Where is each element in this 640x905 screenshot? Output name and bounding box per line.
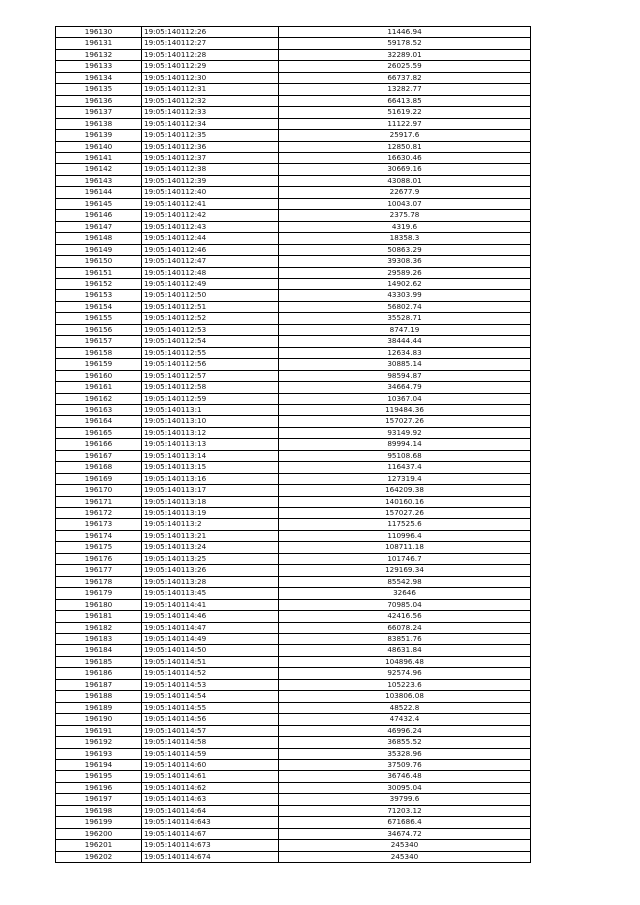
- id-cell: 196201: [56, 840, 142, 851]
- timestamp-cell: 19:05:140114:673: [142, 840, 279, 851]
- value-cell: 39799.6: [279, 794, 531, 805]
- timestamp-cell: 19:05:140112:27: [142, 38, 279, 49]
- value-cell: 37509.76: [279, 760, 531, 771]
- table-row: [56, 760, 531, 771]
- timestamp-cell: 19:05:140112:26: [142, 27, 279, 38]
- timestamp-cell: 19:05:140114:58: [142, 737, 279, 748]
- table-row: [56, 347, 531, 358]
- table-body: [56, 27, 531, 863]
- value-cell: 30095.04: [279, 782, 531, 793]
- table-row: [56, 794, 531, 805]
- table-row: [56, 840, 531, 851]
- id-cell: 196195: [56, 771, 142, 782]
- timestamp-cell: 19:05:140112:54: [142, 336, 279, 347]
- value-cell: 48631.84: [279, 645, 531, 656]
- value-cell: 51619.22: [279, 107, 531, 118]
- timestamp-cell: 19:05:140113:21: [142, 530, 279, 541]
- id-cell: 196194: [56, 760, 142, 771]
- value-cell: 48522.8: [279, 702, 531, 713]
- value-cell: 8747.19: [279, 324, 531, 335]
- timestamp-cell: 19:05:140114:55: [142, 702, 279, 713]
- timestamp-cell: 19:05:140112:36: [142, 141, 279, 152]
- timestamp-cell: 19:05:140114:57: [142, 725, 279, 736]
- id-cell: 196130: [56, 27, 142, 38]
- value-cell: 157027.26: [279, 416, 531, 427]
- table-row: [56, 393, 531, 404]
- table-row: [56, 256, 531, 267]
- value-cell: 30669.16: [279, 164, 531, 175]
- table-row: [56, 485, 531, 496]
- timestamp-cell: 19:05:140113:17: [142, 485, 279, 496]
- table-row: [56, 359, 531, 370]
- value-cell: 108711.18: [279, 542, 531, 553]
- table-row: [56, 576, 531, 587]
- timestamp-cell: 19:05:140112:50: [142, 290, 279, 301]
- id-cell: 196139: [56, 130, 142, 141]
- value-cell: 129169.34: [279, 565, 531, 576]
- timestamp-cell: 19:05:140112:47: [142, 256, 279, 267]
- table-row: [56, 439, 531, 450]
- id-cell: 196146: [56, 210, 142, 221]
- table-row: [56, 27, 531, 38]
- timestamp-cell: 19:05:140112:58: [142, 382, 279, 393]
- id-cell: 196153: [56, 290, 142, 301]
- table-row: [56, 404, 531, 415]
- timestamp-cell: 19:05:140112:30: [142, 72, 279, 83]
- timestamp-cell: 19:05:140112:33: [142, 107, 279, 118]
- value-cell: 71203.12: [279, 805, 531, 816]
- timestamp-cell: 19:05:140114:54: [142, 691, 279, 702]
- id-cell: 196181: [56, 611, 142, 622]
- table-row: [56, 611, 531, 622]
- table-row: [56, 61, 531, 72]
- id-cell: 196189: [56, 702, 142, 713]
- timestamp-cell: 19:05:140114:67: [142, 828, 279, 839]
- value-cell: 140160.16: [279, 496, 531, 507]
- timestamp-cell: 19:05:140114:53: [142, 679, 279, 690]
- timestamp-cell: 19:05:140112:48: [142, 267, 279, 278]
- table-row: [56, 782, 531, 793]
- id-cell: 196188: [56, 691, 142, 702]
- id-cell: 196150: [56, 256, 142, 267]
- value-cell: 14902.62: [279, 278, 531, 289]
- table-row: [56, 130, 531, 141]
- id-cell: 196177: [56, 565, 142, 576]
- table-row: [56, 817, 531, 828]
- id-cell: 196170: [56, 485, 142, 496]
- value-cell: 36746.48: [279, 771, 531, 782]
- id-cell: 196176: [56, 553, 142, 564]
- value-cell: 12850.81: [279, 141, 531, 152]
- id-cell: 196133: [56, 61, 142, 72]
- id-cell: 196147: [56, 221, 142, 232]
- timestamp-cell: 19:05:140112:44: [142, 233, 279, 244]
- timestamp-cell: 19:05:140114:47: [142, 622, 279, 633]
- timestamp-cell: 19:05:140114:52: [142, 668, 279, 679]
- value-cell: 95108.68: [279, 450, 531, 461]
- value-cell: 119484.36: [279, 404, 531, 415]
- id-cell: 196138: [56, 118, 142, 129]
- table-row: [56, 714, 531, 725]
- id-cell: 196199: [56, 817, 142, 828]
- table-row: [56, 175, 531, 186]
- timestamp-cell: 19:05:140112:34: [142, 118, 279, 129]
- table-row: [56, 72, 531, 83]
- value-cell: 89994.14: [279, 439, 531, 450]
- table-row: [56, 107, 531, 118]
- id-cell: 196192: [56, 737, 142, 748]
- table-row: [56, 336, 531, 347]
- id-cell: 196131: [56, 38, 142, 49]
- value-cell: 35528.71: [279, 313, 531, 324]
- timestamp-cell: 19:05:140114:46: [142, 611, 279, 622]
- timestamp-cell: 19:05:140112:41: [142, 198, 279, 209]
- id-cell: 196165: [56, 427, 142, 438]
- value-cell: 25917.6: [279, 130, 531, 141]
- table-row: [56, 233, 531, 244]
- id-cell: 196149: [56, 244, 142, 255]
- table-row: [56, 771, 531, 782]
- id-cell: 196191: [56, 725, 142, 736]
- id-cell: 196156: [56, 324, 142, 335]
- value-cell: 13282.77: [279, 84, 531, 95]
- timestamp-cell: 19:05:140114:49: [142, 634, 279, 645]
- id-cell: 196167: [56, 450, 142, 461]
- id-cell: 196134: [56, 72, 142, 83]
- id-cell: 196160: [56, 370, 142, 381]
- table-row: [56, 656, 531, 667]
- value-cell: 245340: [279, 840, 531, 851]
- value-cell: 47432.4: [279, 714, 531, 725]
- timestamp-cell: 19:05:140113:16: [142, 473, 279, 484]
- table-row: [56, 508, 531, 519]
- timestamp-cell: 19:05:140114:56: [142, 714, 279, 725]
- timestamp-cell: 19:05:140112:42: [142, 210, 279, 221]
- table-row: [56, 530, 531, 541]
- table-row: [56, 496, 531, 507]
- table-row: [56, 691, 531, 702]
- table-row: [56, 95, 531, 106]
- id-cell: 196185: [56, 656, 142, 667]
- table-row: [56, 267, 531, 278]
- id-cell: 196144: [56, 187, 142, 198]
- id-cell: 196166: [56, 439, 142, 450]
- id-cell: 196193: [56, 748, 142, 759]
- id-cell: 196183: [56, 634, 142, 645]
- timestamp-cell: 19:05:140113:15: [142, 462, 279, 473]
- value-cell: 85542.98: [279, 576, 531, 587]
- table-row: [56, 588, 531, 599]
- value-cell: 116437.4: [279, 462, 531, 473]
- value-cell: 671686.4: [279, 817, 531, 828]
- value-cell: 103806.08: [279, 691, 531, 702]
- value-cell: 34674.72: [279, 828, 531, 839]
- timestamp-cell: 19:05:140113:2: [142, 519, 279, 530]
- id-cell: 196200: [56, 828, 142, 839]
- value-cell: 59178.52: [279, 38, 531, 49]
- value-cell: 16630.46: [279, 152, 531, 163]
- table-row: [56, 416, 531, 427]
- value-cell: 30885.14: [279, 359, 531, 370]
- timestamp-cell: 19:05:140113:19: [142, 508, 279, 519]
- value-cell: 164209.38: [279, 485, 531, 496]
- id-cell: 196179: [56, 588, 142, 599]
- table-row: [56, 427, 531, 438]
- id-cell: 196132: [56, 49, 142, 60]
- table-row: [56, 737, 531, 748]
- id-cell: 196172: [56, 508, 142, 519]
- table-row: [56, 679, 531, 690]
- value-cell: 12634.83: [279, 347, 531, 358]
- table-row: [56, 634, 531, 645]
- id-cell: 196157: [56, 336, 142, 347]
- table-row: [56, 542, 531, 553]
- id-cell: 196168: [56, 462, 142, 473]
- id-cell: 196198: [56, 805, 142, 816]
- table-row: [56, 38, 531, 49]
- table-row: [56, 313, 531, 324]
- table-row: [56, 221, 531, 232]
- table-row: [56, 278, 531, 289]
- id-cell: 196174: [56, 530, 142, 541]
- value-cell: 38444.44: [279, 336, 531, 347]
- value-cell: 50863.29: [279, 244, 531, 255]
- value-cell: 4319.6: [279, 221, 531, 232]
- value-cell: 18358.3: [279, 233, 531, 244]
- id-cell: 196135: [56, 84, 142, 95]
- timestamp-cell: 19:05:140112:35: [142, 130, 279, 141]
- value-cell: 93149.92: [279, 427, 531, 438]
- table-row: [56, 141, 531, 152]
- timestamp-cell: 19:05:140113:26: [142, 565, 279, 576]
- timestamp-cell: 19:05:140112:39: [142, 175, 279, 186]
- table-row: [56, 668, 531, 679]
- table-row: [56, 382, 531, 393]
- data-table: [55, 26, 531, 863]
- value-cell: 127319.4: [279, 473, 531, 484]
- timestamp-cell: 19:05:140114:62: [142, 782, 279, 793]
- id-cell: 196136: [56, 95, 142, 106]
- timestamp-cell: 19:05:140114:64: [142, 805, 279, 816]
- value-cell: 117525.6: [279, 519, 531, 530]
- value-cell: 66413.85: [279, 95, 531, 106]
- value-cell: 56802.74: [279, 301, 531, 312]
- id-cell: 196141: [56, 152, 142, 163]
- timestamp-cell: 19:05:140112:56: [142, 359, 279, 370]
- id-cell: 196171: [56, 496, 142, 507]
- table-row: [56, 725, 531, 736]
- value-cell: 104896.48: [279, 656, 531, 667]
- timestamp-cell: 19:05:140112:38: [142, 164, 279, 175]
- timestamp-cell: 19:05:140112:55: [142, 347, 279, 358]
- value-cell: 157027.26: [279, 508, 531, 519]
- value-cell: 66737.82: [279, 72, 531, 83]
- value-cell: 101746.7: [279, 553, 531, 564]
- table-row: [56, 187, 531, 198]
- table-row: [56, 198, 531, 209]
- timestamp-cell: 19:05:140112:52: [142, 313, 279, 324]
- timestamp-cell: 19:05:140112:43: [142, 221, 279, 232]
- timestamp-cell: 19:05:140112:57: [142, 370, 279, 381]
- table-row: [56, 622, 531, 633]
- value-cell: 43303.99: [279, 290, 531, 301]
- id-cell: 196175: [56, 542, 142, 553]
- id-cell: 196162: [56, 393, 142, 404]
- value-cell: 32289.01: [279, 49, 531, 60]
- id-cell: 196145: [56, 198, 142, 209]
- value-cell: 29589.26: [279, 267, 531, 278]
- value-cell: 32646: [279, 588, 531, 599]
- id-cell: 196137: [56, 107, 142, 118]
- value-cell: 2375.78: [279, 210, 531, 221]
- timestamp-cell: 19:05:140113:10: [142, 416, 279, 427]
- timestamp-cell: 19:05:140112:51: [142, 301, 279, 312]
- timestamp-cell: 19:05:140113:28: [142, 576, 279, 587]
- timestamp-cell: 19:05:140113:25: [142, 553, 279, 564]
- id-cell: 196190: [56, 714, 142, 725]
- id-cell: 196196: [56, 782, 142, 793]
- id-cell: 196197: [56, 794, 142, 805]
- table-row: [56, 301, 531, 312]
- value-cell: 42416.56: [279, 611, 531, 622]
- table-row: [56, 748, 531, 759]
- timestamp-cell: 19:05:140112:31: [142, 84, 279, 95]
- table-row: [56, 324, 531, 335]
- timestamp-cell: 19:05:140114:643: [142, 817, 279, 828]
- value-cell: 36855.52: [279, 737, 531, 748]
- id-cell: 196148: [56, 233, 142, 244]
- id-cell: 196180: [56, 599, 142, 610]
- timestamp-cell: 19:05:140114:41: [142, 599, 279, 610]
- table-row: [56, 599, 531, 610]
- id-cell: 196202: [56, 851, 142, 862]
- table-row: [56, 164, 531, 175]
- timestamp-cell: 19:05:140113:24: [142, 542, 279, 553]
- value-cell: 35328.96: [279, 748, 531, 759]
- timestamp-cell: 19:05:140112:40: [142, 187, 279, 198]
- value-cell: 10043.07: [279, 198, 531, 209]
- table-row: [56, 84, 531, 95]
- table-row: [56, 565, 531, 576]
- timestamp-cell: 19:05:140114:674: [142, 851, 279, 862]
- table-row: [56, 462, 531, 473]
- id-cell: 196163: [56, 404, 142, 415]
- value-cell: 39308.36: [279, 256, 531, 267]
- value-cell: 110996.4: [279, 530, 531, 541]
- table-row: [56, 290, 531, 301]
- id-cell: 196152: [56, 278, 142, 289]
- timestamp-cell: 19:05:140112:37: [142, 152, 279, 163]
- value-cell: 46996.24: [279, 725, 531, 736]
- table-row: [56, 118, 531, 129]
- timestamp-cell: 19:05:140112:29: [142, 61, 279, 72]
- id-cell: 196164: [56, 416, 142, 427]
- id-cell: 196151: [56, 267, 142, 278]
- value-cell: 22677.9: [279, 187, 531, 198]
- timestamp-cell: 19:05:140113:1: [142, 404, 279, 415]
- table-row: [56, 450, 531, 461]
- value-cell: 98594.87: [279, 370, 531, 381]
- value-cell: 34664.79: [279, 382, 531, 393]
- value-cell: 66078.24: [279, 622, 531, 633]
- timestamp-cell: 19:05:140114:60: [142, 760, 279, 771]
- timestamp-cell: 19:05:140114:59: [142, 748, 279, 759]
- timestamp-cell: 19:05:140114:51: [142, 656, 279, 667]
- timestamp-cell: 19:05:140113:12: [142, 427, 279, 438]
- table-row: [56, 49, 531, 60]
- timestamp-cell: 19:05:140112:28: [142, 49, 279, 60]
- timestamp-cell: 19:05:140112:46: [142, 244, 279, 255]
- table-row: [56, 210, 531, 221]
- value-cell: 92574.96: [279, 668, 531, 679]
- value-cell: 70985.04: [279, 599, 531, 610]
- value-cell: 245340: [279, 851, 531, 862]
- id-cell: 196155: [56, 313, 142, 324]
- value-cell: 26025.59: [279, 61, 531, 72]
- id-cell: 196169: [56, 473, 142, 484]
- id-cell: 196178: [56, 576, 142, 587]
- table-row: [56, 473, 531, 484]
- value-cell: 10367.04: [279, 393, 531, 404]
- timestamp-cell: 19:05:140112:53: [142, 324, 279, 335]
- value-cell: 105223.6: [279, 679, 531, 690]
- timestamp-cell: 19:05:140113:14: [142, 450, 279, 461]
- id-cell: 196154: [56, 301, 142, 312]
- value-cell: 11122.97: [279, 118, 531, 129]
- table-row: [56, 244, 531, 255]
- id-cell: 196187: [56, 679, 142, 690]
- table-row: [56, 370, 531, 381]
- table-row: [56, 152, 531, 163]
- value-cell: 83851.76: [279, 634, 531, 645]
- id-cell: 196158: [56, 347, 142, 358]
- timestamp-cell: 19:05:140112:32: [142, 95, 279, 106]
- value-cell: 11446.94: [279, 27, 531, 38]
- table-row: [56, 553, 531, 564]
- id-cell: 196142: [56, 164, 142, 175]
- table-row: [56, 828, 531, 839]
- timestamp-cell: 19:05:140114:63: [142, 794, 279, 805]
- timestamp-cell: 19:05:140113:45: [142, 588, 279, 599]
- id-cell: 196184: [56, 645, 142, 656]
- id-cell: 196173: [56, 519, 142, 530]
- timestamp-cell: 19:05:140114:50: [142, 645, 279, 656]
- timestamp-cell: 19:05:140112:59: [142, 393, 279, 404]
- id-cell: 196159: [56, 359, 142, 370]
- id-cell: 196143: [56, 175, 142, 186]
- timestamp-cell: 19:05:140113:13: [142, 439, 279, 450]
- table-row: [56, 805, 531, 816]
- timestamp-cell: 19:05:140114:61: [142, 771, 279, 782]
- value-cell: 43088.01: [279, 175, 531, 186]
- id-cell: 196161: [56, 382, 142, 393]
- table-row: [56, 645, 531, 656]
- table-row: [56, 702, 531, 713]
- id-cell: 196182: [56, 622, 142, 633]
- table-row: [56, 851, 531, 862]
- id-cell: 196140: [56, 141, 142, 152]
- table-row: [56, 519, 531, 530]
- timestamp-cell: 19:05:140113:18: [142, 496, 279, 507]
- id-cell: 196186: [56, 668, 142, 679]
- timestamp-cell: 19:05:140112:49: [142, 278, 279, 289]
